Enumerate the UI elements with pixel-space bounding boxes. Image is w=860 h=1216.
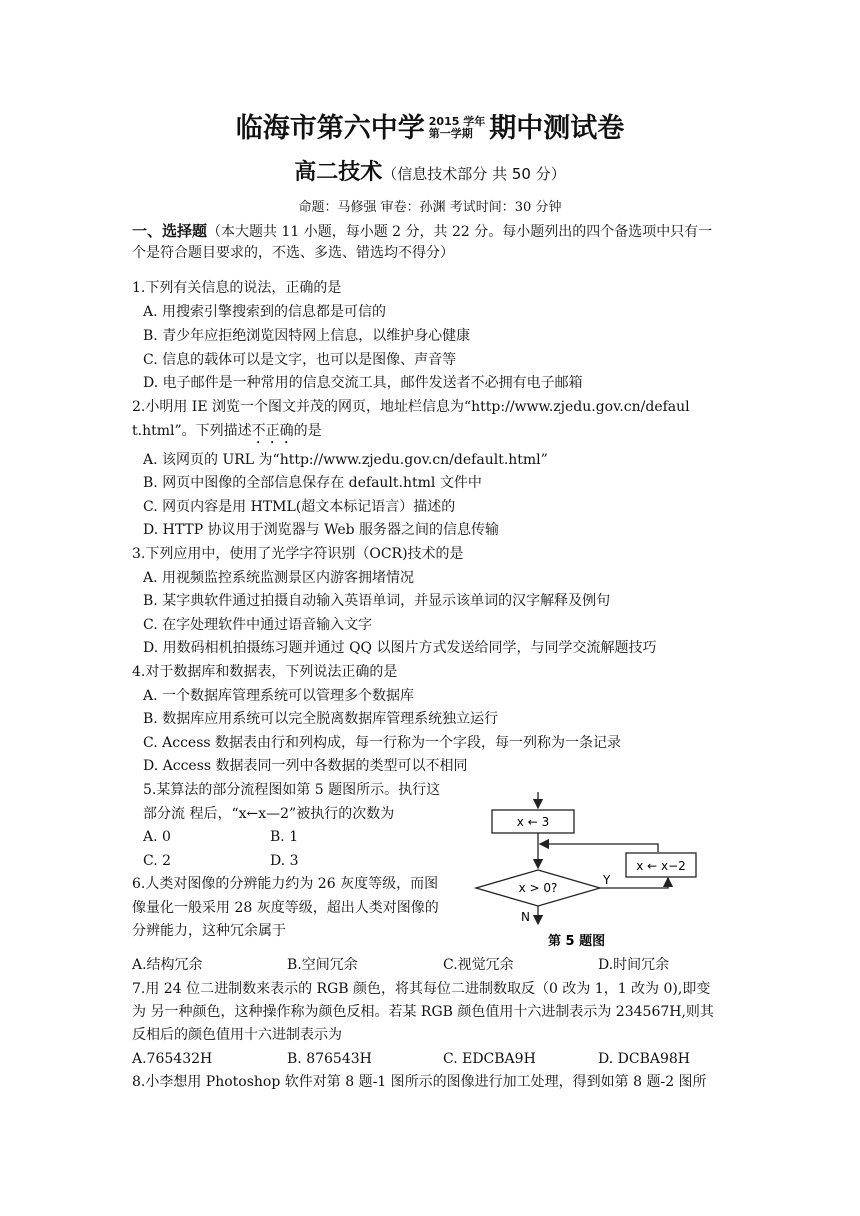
school-year [429,116,485,140]
q5-option-d: D. 3 [270,853,299,869]
q1-option-c: C. 信息的载体可以是文字，也可以是图像、声音等 [143,352,457,368]
section-instructions-line1: （本大题共 11 小题，每小题 2 分，共 22 分。每小题列出的四个备选项中只有一 [207,224,713,240]
q1-option-a: A. 用搜索引擎搜索到的信息都是可信的 [143,304,387,320]
q5-option-b: B. 1 [270,829,299,845]
q2-stem-line1: 2.小明用 IE 浏览一个图文并茂的网页，地址栏信息为“http://www.zjedu.gov.cn/defaul [132,399,690,415]
year-line: 2015 学年 [428,114,486,128]
q7-stem-line1: 7.用 24 位二进制数来表示的 RGB 颜色，将其每位二进制数取反（0 改为 1，1 改为 0),即变 [132,981,711,997]
q1-option-d: D. 电子邮件是一种常用的信息交流工具，邮件发送者不必拥有电子邮箱 [143,375,583,391]
q7-stem-line2: 为 另一种颜色，这种操作称为颜色反相。若某 RGB 颜色值用十六进制表示为 234567H,则其 [132,1004,714,1020]
q7-option-c: C. EDCBA9H [443,1051,536,1067]
section-instructions-line2: 个是符合题目要求的，不选、多选、错选均不得分） [132,245,454,261]
q6-stem-line2: 像量化一般采用 28 灰度等级，超出人类对图像的 [132,900,439,916]
q4-stem: 4.对于数据库和数据表，下列说法正确的是 [132,664,398,680]
q3-option-b: B. 某字典软件通过拍摄自动输入英语单词，并显示该单词的汉字解释及例句 [143,593,611,609]
flowchart-box2-label: x ← x−2 [636,859,686,873]
q2-stem-end: 的是 [293,423,322,439]
school-name: 临海市第六中学 [235,113,425,144]
q5-stem-line2: 部分流 程后，“x←x—2”被执行的次数为 [143,806,395,822]
q2-option-c: C. 网页内容是用 HTML(超文本标记语言）描述的 [143,499,456,515]
q3-option-d: D. 用数码相机拍摄练习题并通过 QQ 以图片方式发送给同学，与同学交流解题技巧 [143,640,657,656]
section-instructions [132,221,712,242]
subject-note: （信息技术部分 共 50 分） [382,165,566,183]
q3-option-a: A. 用视频监控系统监测景区内游客拥堵情况 [143,570,415,586]
q2-emphasis: 不正确 [251,423,294,439]
q6-stem-line3: 分辨能力，这种冗余属于 [132,923,286,939]
q5-option-c: C. 2 [143,853,172,869]
loop-return-arrow [540,844,658,852]
flowchart-figure [468,790,718,960]
q3-stem: 3.下列应用中，使用了光学字符识别（OCR)技术的是 [132,546,464,562]
exam-meta: 命题：马修强 审卷：孙渊 考试时间：30 分钟 [298,200,562,215]
section-heading: 一、选择题 [132,222,208,240]
q6-option-d: D.时间冗余 [598,957,670,973]
yes-label: Y [603,873,611,887]
q2-stem-text: t.html”。下列描述 [132,423,252,439]
q2-option-d: D. HTTP 协议用于浏览器与 Web 服务器之间的信息传输 [143,522,500,538]
q8-stem-line1: 8.小李想用 Photoshop 软件对第 8 题-1 图所示的图像进行加工处理，得到如第 8 题-2 图所 [132,1074,707,1090]
q1-option-b: B. 青少年应拒绝浏览因特网上信息，以维护身心健康 [143,328,471,344]
q3-option-c: C. 在字处理软件中通过语音输入文字 [143,617,373,633]
q5-option-a: A. 0 [143,829,171,845]
q5-stem-line1: 5.某算法的部分流程图如第 5 题图所示。执行这 [143,782,441,798]
q7-option-d: D. DCBA98H [598,1051,690,1067]
q7-option-b: B. 876543H [287,1051,372,1067]
flowchart-box1-label: x ← 3 [516,815,550,829]
q2-option-b: B. 网页中图像的全部信息保存在 default.html 文件中 [143,475,482,491]
q2-stem-line2 [132,421,322,447]
q7-stem-line3: 反相后的颜色值用十六进制表示为 [132,1027,342,1043]
q7-option-a: A.765432H [132,1051,213,1067]
no-label: N [521,910,530,924]
q6-option-b: B.空间冗余 [287,957,358,973]
q4-option-a: A. 一个数据库管理系统可以管理多个数据库 [143,688,415,704]
q6-stem-line1: 6.人类对图像的分辨能力约为 26 灰度等级，而图 [132,876,439,892]
flowchart-decision-label: x > 0? [518,881,558,895]
q6-option-c: C.视觉冗余 [443,957,514,973]
subject-title [0,158,860,189]
exam-name: 期中测试卷 [489,113,625,144]
q6-option-a: A.结构冗余 [132,957,203,973]
term-line: 第一学期 [428,126,473,140]
q4-option-d: D. Access 数据表同一列中各数据的类型可以不相同 [143,758,468,774]
flowchart-caption: 第 5 题图 [548,934,606,949]
exam-title [0,112,860,146]
q4-option-b: B. 数据库应用系统可以完全脱离数据库管理系统独立运行 [143,711,499,727]
q1-stem: 1.下列有关信息的说法，正确的是 [132,280,342,296]
q2-option-a: A. 该网页的 URL 为“http://www.zjedu.gov.cn/default.html” [143,452,548,468]
subject-name: 高二技术 [294,160,383,185]
q4-option-c: C. Access 数据表由行和列构成，每一行称为一个字段，每一列称为一条记录 [143,735,622,751]
